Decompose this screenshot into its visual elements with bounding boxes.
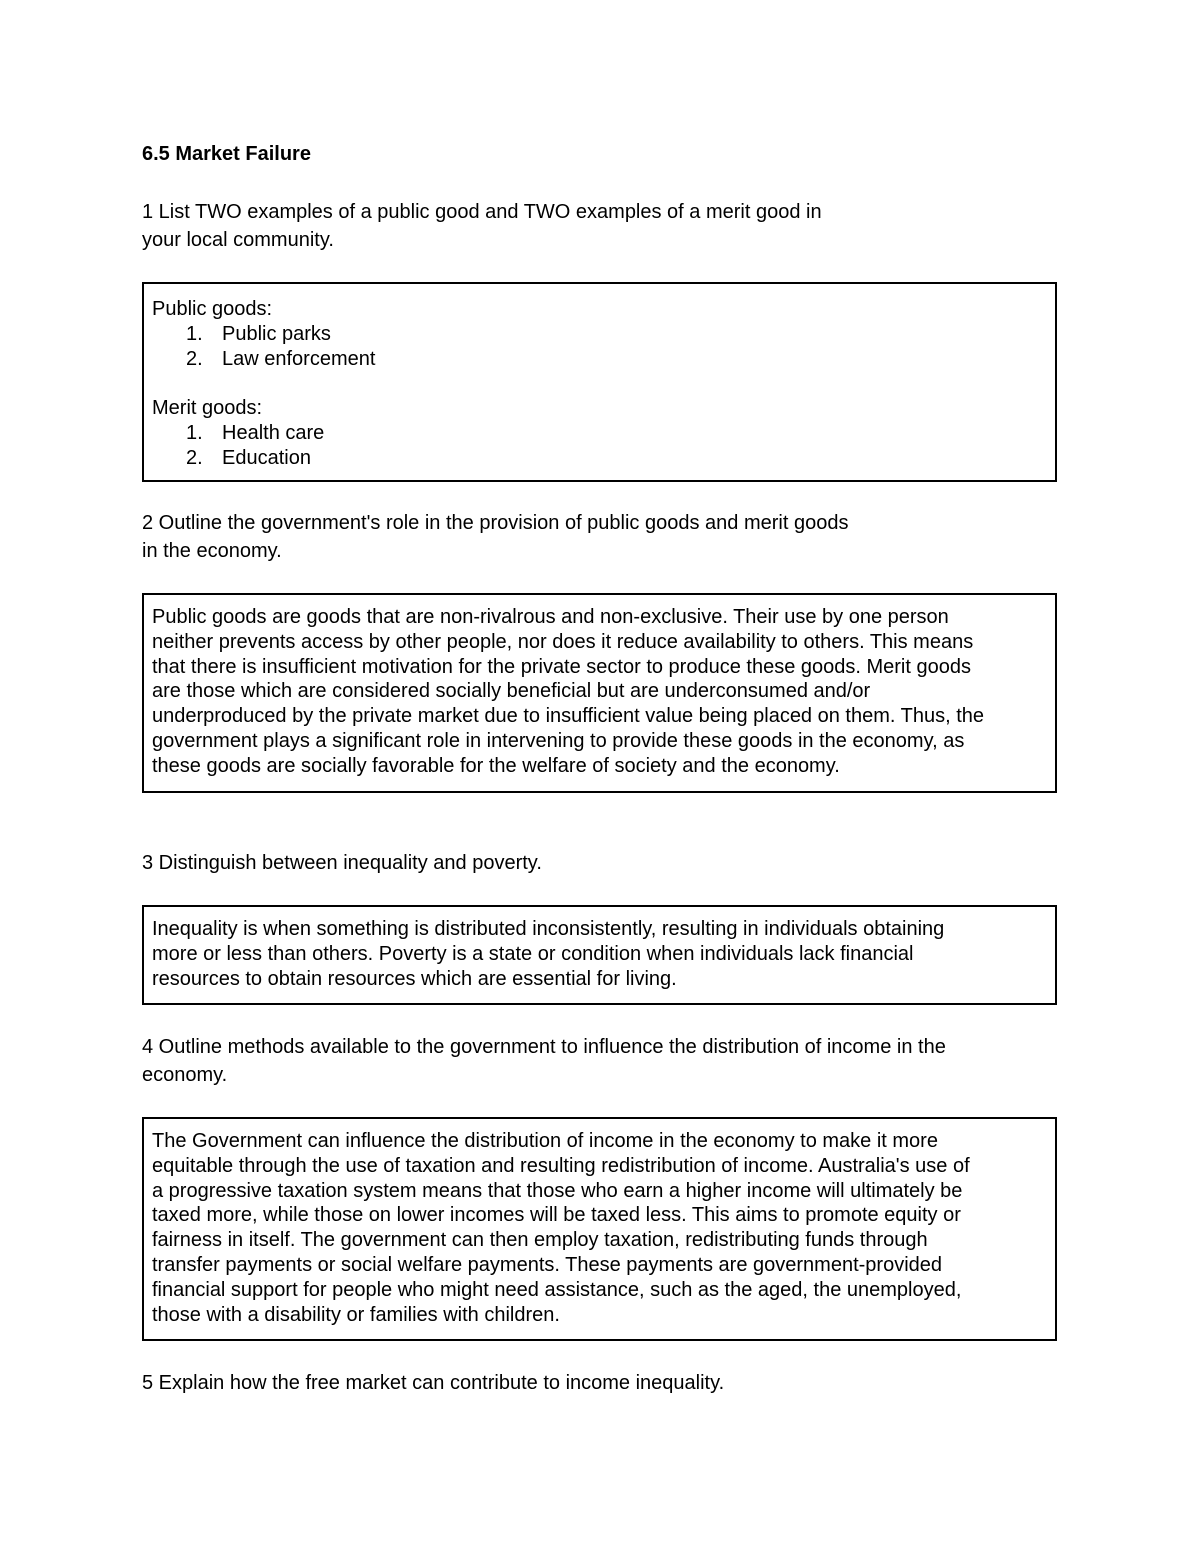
answer-3-line: Inequality is when something is distributed inconsistently, resulting in individuals obtaining [152, 918, 945, 940]
answer-2-line: are those which are considered socially beneficial but are underconsumed and/or [152, 680, 871, 703]
question-5-line: 5 Explain how the free market can contribute to income inequality. [142, 1372, 725, 1394]
answer-2-line: Public goods are goods that are non-rivalrous and non-exclusive. Their use by one person [152, 606, 949, 628]
answer-4-line: taxed more, while those on lower incomes will be taxed less. This aims to promote equity or [152, 1204, 961, 1227]
answer-4-line: transfer payments or social welfare payments. These payments are government-provided [152, 1253, 943, 1276]
answer-4-line: those with a disability or families with children. [152, 1303, 560, 1326]
list-item: 1. Health care [186, 422, 325, 445]
answer-4-line: fairness in itself. The government can then employ taxation, redistributing funds through [152, 1229, 928, 1252]
answer-4-line: equitable through the use of taxation and resulting redistribution of income. Australia's use of [152, 1154, 970, 1177]
answer-4-line: The Government can influence the distribution of income in the economy to make it more [152, 1130, 938, 1152]
answer-box-2 [142, 593, 1057, 793]
list-item: 1. Public parks [186, 322, 331, 345]
question-4 [142, 1033, 1042, 1089]
list-text: Health care [222, 422, 325, 445]
public-goods-heading: Public goods: [152, 298, 273, 320]
list-text: Law enforcement [222, 347, 376, 370]
question-4-line: economy. [142, 1064, 228, 1086]
list-item: 2. Law enforcement [186, 347, 376, 370]
question-2-line: 2 Outline the government's role in the provision of public goods and merit goods [142, 512, 849, 534]
page-title: 6.5 Market Failure [142, 143, 311, 165]
question-4-line: 4 Outline methods available to the government to influence the distribution of income in the [142, 1036, 946, 1058]
list-item: 2. Education [186, 446, 311, 469]
question-1 [142, 198, 1042, 254]
merit-goods-heading: Merit goods: [152, 397, 263, 420]
question-1-line: your local community. [142, 229, 334, 251]
question-1-line: 1 List TWO examples of a public good and TWO examples of a merit good in [142, 201, 822, 223]
question-5 [142, 1369, 1042, 1397]
question-2-line: in the economy. [142, 540, 282, 562]
spacer [152, 371, 1047, 396]
answer-3-line: resources to obtain resources which are essential for living. [152, 967, 677, 990]
answer-2-line: that there is insufficient motivation for the private sector to produce these goods. Merit goods [152, 655, 971, 678]
public-goods-list [152, 322, 1047, 372]
answer-4-line: a progressive taxation system means that those who earn a higher income will ultimately be [152, 1179, 963, 1202]
list-text: Public parks [222, 322, 331, 345]
answer-2-line: these goods are socially favorable for the welfare of society and the economy. [152, 754, 840, 777]
answer-4-line: financial support for people who might need assistance, such as the aged, the unemployed, [152, 1278, 962, 1301]
question-3-line: 3 Distinguish between inequality and poverty. [142, 852, 542, 874]
answer-2-line: neither prevents access by other people, nor does it reduce availability to others. This means [152, 630, 974, 653]
answer-box-1 [142, 282, 1057, 482]
answer-box-4 [142, 1117, 1057, 1341]
answer-box-3 [142, 905, 1057, 1005]
answer-2-line: government plays a significant role in intervening to provide these goods in the economy, as [152, 729, 965, 752]
question-2 [142, 509, 1042, 565]
list-text: Education [222, 446, 311, 469]
question-3 [142, 849, 1042, 877]
answer-3-line: more or less than others. Poverty is a state or condition when individuals lack financial [152, 942, 914, 965]
answer-2-line: underproduced by the private market due to insufficient value being placed on them. Thus, the [152, 705, 985, 728]
merit-goods-list [152, 421, 1047, 471]
